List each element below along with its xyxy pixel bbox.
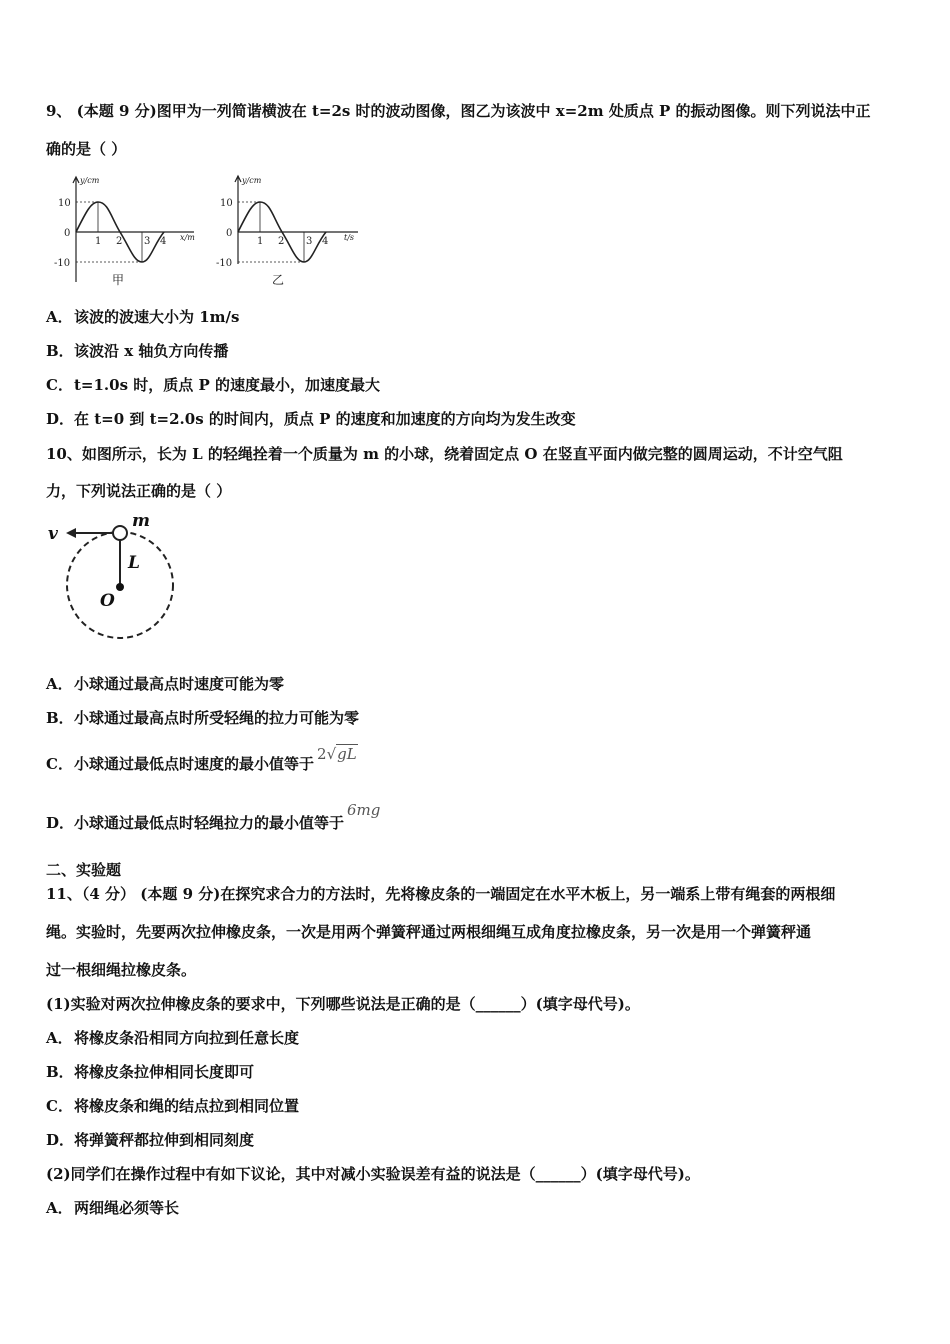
svg-text:3: 3 — [144, 236, 151, 247]
svg-text:10: 10 — [58, 198, 71, 209]
circular-motion-diagram — [44, 508, 194, 648]
svg-text:y/cm: y/cm — [242, 176, 262, 185]
svg-text:t/s: t/s — [344, 233, 355, 242]
mass-label: m — [132, 511, 150, 531]
q11-stem-line1: 11、（4 分） (本题 9 分)在探究求合力的方法时，先将橡皮条的一端固定在水平木板上，另一端系上带有绳套的两根细 — [46, 885, 836, 903]
q11-stem-line3: 过一根细绳拉橡皮条。 — [46, 961, 197, 979]
q11-part2: (2)同学们在操作过程中有如下议论，其中对减小实验误差有益的说法是（______）(填字母代号)。 — [46, 1165, 700, 1183]
section-title: 二、实验题 — [46, 861, 122, 879]
svg-text:1: 1 — [95, 236, 102, 247]
length-label: L — [128, 553, 140, 573]
svg-text:0: 0 — [64, 228, 71, 239]
center-label: O — [100, 591, 115, 611]
q11-part2-option-a: A．两细绳必须等长 — [46, 1199, 180, 1217]
svg-text:2: 2 — [116, 236, 123, 247]
q11-part1-option-a: A．将橡皮条沿相同方向拉到任意长度 — [46, 1029, 300, 1047]
velocity-label: v — [48, 524, 58, 544]
svg-text:0: 0 — [226, 228, 233, 239]
q9-option-b: B．该波沿 x 轴负方向传播 — [46, 342, 229, 360]
svg-text:1: 1 — [257, 236, 264, 247]
svg-text:4: 4 — [160, 236, 167, 247]
wave-graph-jia — [46, 172, 206, 287]
q11-part1: (1)实验对两次拉伸橡皮条的要求中，下列哪些说法是正确的是（______）(填字母代号)。 — [46, 995, 640, 1013]
q10-option-a: A．小球通过最高点时速度可能为零 — [46, 675, 285, 693]
svg-text:乙: 乙 — [272, 273, 285, 287]
q10-stem-line2: 力，下列说法正确的是（ ） — [46, 482, 232, 500]
q9-option-d: D．在 t=0 到 t=2.0s 的时间内，质点 P 的速度和加速度的方向均为发生改变 — [46, 410, 576, 428]
svg-text:x/m: x/m — [180, 233, 195, 242]
svg-text:10: 10 — [220, 198, 233, 209]
q10-option-d: D．小球通过最低点时轻绳拉力的最小值等于6mg — [46, 801, 381, 832]
svg-text:甲: 甲 — [112, 273, 125, 287]
q9-option-a: A．该波的波速大小为 1m/s — [46, 308, 240, 326]
q10-option-c: C．小球通过最低点时速度的最小值等于2√gL — [46, 745, 357, 773]
q9-option-c: C．t=1.0s 时，质点 P 的速度最小，加速度最大 — [46, 376, 380, 394]
q9-stem-line2: 确的是（ ） — [46, 140, 127, 158]
formula-2sqrtgL: 2√gL — [317, 745, 357, 763]
q11-part1-option-b: B．将橡皮条拉伸相同长度即可 — [46, 1063, 255, 1081]
svg-text:4: 4 — [322, 236, 329, 247]
svg-text:-10: -10 — [54, 258, 71, 269]
vibration-graph-yi — [210, 172, 370, 287]
q11-part1-option-c: C．将橡皮条和绳的结点拉到相同位置 — [46, 1097, 300, 1115]
q11-stem-line2: 绳。实验时，先要两次拉伸橡皮条，一次是用两个弹簧秤通过两根细绳互成角度拉橡皮条，另一次是用一个弹簧秤通 — [46, 923, 812, 941]
svg-text:2: 2 — [278, 236, 285, 247]
q11-part1-option-d: D．将弹簧秤都拉伸到相同刻度 — [46, 1131, 255, 1149]
q10-option-b: B．小球通过最高点时所受轻绳的拉力可能为零 — [46, 709, 360, 727]
y-axis-label: y/cm — [80, 176, 100, 185]
svg-text:3: 3 — [306, 236, 313, 247]
formula-6mg: 6mg — [347, 801, 381, 819]
q10-stem-line1: 10、如图所示，长为 L 的轻绳拴着一个质量为 m 的小球，绕着固定点 O 在竖直平面内做完整的圆周运动，不计空气阻 — [46, 445, 843, 463]
q9-stem-line1: 9、 (本题 9 分)图甲为一列简谐横波在 t=2s 时的波动图像，图乙为该波中 x=2m 处质点 P 的振动图像。则下列说法中正 — [46, 102, 871, 120]
svg-text:-10: -10 — [216, 258, 233, 269]
